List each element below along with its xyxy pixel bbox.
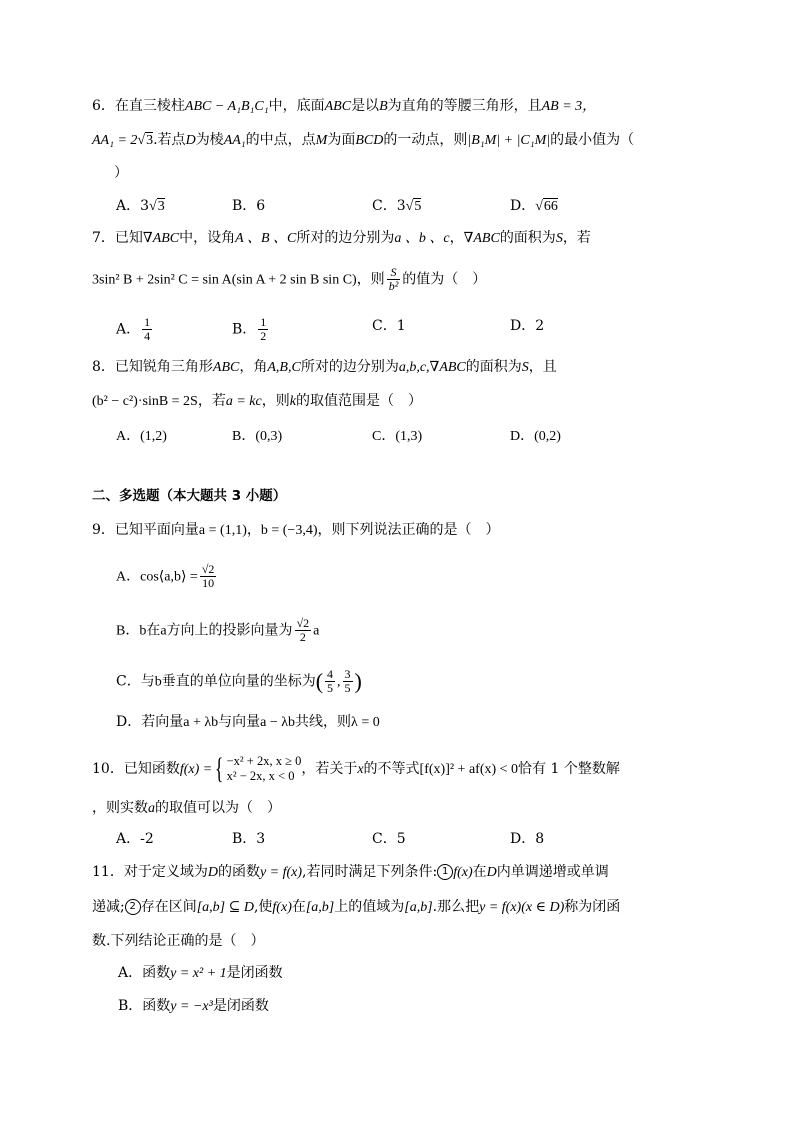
q10-option-a[interactable]: A．-2: [116, 831, 154, 847]
q6-close-paren: ）: [114, 165, 128, 181]
q6-option-c[interactable]: C．3√5: [372, 198, 422, 214]
q10-piecewise: −x² + 2x, x ≥ 0 x² − 2x, x < 0: [226, 754, 302, 783]
q7-line2: 3sin² B + 2sin² C = sin A(sin A + 2 sin B sin C)，则 $\frac{S}{\text{b²}}$ 的值为（ ）: [92, 265, 487, 293]
q11-option-a[interactable]: A．函数y = x² + 1是闭函数: [118, 965, 283, 981]
q8-line1: 8．已知锐角三角形ABC，角A,B,C所对的边分别为a,b,c,∇ABC的面积为S，且: [92, 359, 557, 375]
q9-option-d[interactable]: D．若向量a + λb与向量a − λb共线，则λ = 0: [116, 714, 380, 730]
q8-option-b[interactable]: B．(0,3): [232, 429, 283, 444]
q10-number: 10．: [92, 761, 124, 777]
q9-option-a[interactable]: A．cos⟨a,b⟩ = $\frac{√2}{10}$: [116, 562, 215, 590]
q6-number: 6．: [92, 98, 115, 114]
q6-line2: AA₁ = 2√3.若点D为棱AA₁的中点，点M为面BCD的一动点，则|B₁M| + |C₁M|的最小值为（: [92, 132, 635, 148]
q8-line2: (b² − c²)·sinB = 2S，若a = kc，则k的取值范围是（ ）: [92, 393, 422, 409]
circled-number-2: 2: [125, 899, 141, 915]
q10-line1: 10．已知函数f(x) ={ −x² + 2x, x ≥ 0 x² − 2x, x < 0 ，若关于x的不等式[f(x)]² + af(x) < 0恰有 1 个整数解: [92, 752, 620, 785]
q7-option-a[interactable]: A． $\frac{1}{4}$: [116, 315, 151, 343]
q6-option-d[interactable]: D．√66: [510, 198, 558, 214]
q11-line2: 递减; 2 存在区间[a,b] ⊆ D,使f(x)在[a,b]上的值域为[a,b].那么把y = f(x)(x ∈ D)称为闭函: [92, 899, 621, 915]
q10-option-d[interactable]: D．8: [510, 831, 545, 847]
q7-option-d[interactable]: D．2: [510, 318, 545, 334]
q9-option-c[interactable]: C．与b垂直的单位向量的坐标为( $\frac{4}{5}$ , $\frac{3}{5}$ ): [116, 667, 362, 695]
q7-fraction: $\frac{S}{\text{b²}}$: [388, 265, 399, 293]
q7-number: 7．: [92, 230, 115, 246]
q8-option-a[interactable]: A．(1,2): [116, 429, 167, 444]
q10-line2: ，则实数a的取值可以为（ ）: [92, 800, 281, 816]
q8-number: 8．: [92, 359, 115, 375]
q11-line1: 11．对于定义域为D的函数y = f(x),若同时满足下列条件: 1 f(x)在D内单调递增或单调: [92, 864, 609, 880]
q6-line1: 6．在直三棱柱ABC − A₁B₁C₁中，底面ABC是以B为直角的等腰三角形，且AB = 3，: [92, 98, 597, 114]
q10-option-b[interactable]: B．3: [232, 831, 266, 847]
circled-number-1: 1: [437, 864, 453, 880]
q11-option-b[interactable]: B．函数y = −x³是闭函数: [118, 998, 269, 1014]
q9-option-b[interactable]: B．b在a方向上的投影向量为 $\frac{√2}{2}$ a: [116, 616, 320, 644]
q8-option-c[interactable]: C．(1,3): [372, 429, 423, 444]
q10-option-c[interactable]: C．5: [372, 831, 406, 847]
q7-line1: 7．已知∇ABC中，设角A 、B 、C所对的边分别为a 、b 、c，∇ABC的面积为S，若: [92, 230, 591, 246]
q9-line1: 9．已知平面向量a = (1,1)，b = (−3,4)，则下列说法正确的是（ ）: [92, 522, 500, 538]
q6-option-a[interactable]: A．3√3: [116, 198, 165, 214]
q8-option-d[interactable]: D．(0,2): [510, 429, 561, 444]
section-heading-multiple-choice: 二、多选题（本大题共 3 小题）: [92, 488, 287, 504]
q7-option-b[interactable]: B． $\frac{1}{2}$: [232, 315, 267, 343]
q7-option-c[interactable]: C．1: [372, 318, 406, 334]
q11-line3: 数.下列结论正确的是（ ）: [92, 933, 265, 949]
q11-number: 11．: [92, 864, 124, 880]
q6-option-b[interactable]: B．6: [232, 198, 266, 214]
q9-number: 9．: [92, 522, 115, 538]
